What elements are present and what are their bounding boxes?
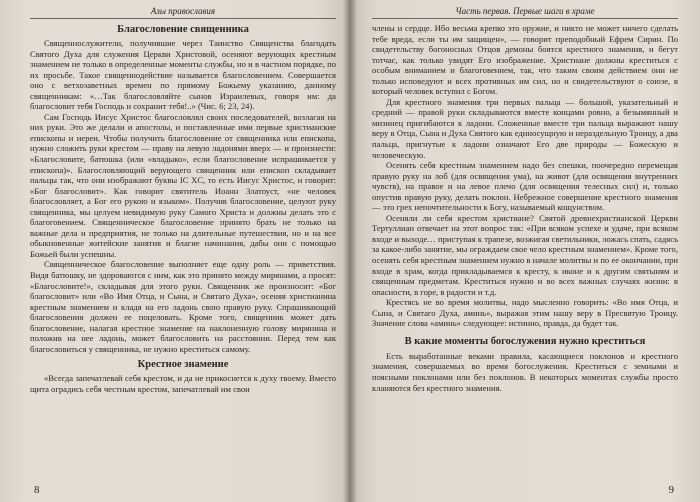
- section-heading-blessing: Благословение священника: [117, 24, 249, 35]
- running-head-left: Азы православия: [30, 6, 336, 19]
- paragraph: Священнослужители, получившие через Таинство Священства благодать Святого Духа для служения Церкви Христовой, осеняют верующих крестным знамением не только в определенные моменты службы, но и в частном порядке, по их просьбе. Такое священнодействие называется благословением. Совершается оно с ветхозаветных времен по прямому Божьему указанию, данному священникам: «…Так благословляйте сынов Израилевых, говоря им: да благословит тебя Господь и сохранит тебя!..» (Чис. 6; 23, 24).: [30, 38, 336, 112]
- paragraph: «Всегда запечатлевай себя крестом, и да не прикоснется к духу твоему. Вместо щита оградись себя честным крестом, запечатлевай им свои: [30, 373, 336, 394]
- paragraph: Крестясь не во время молитвы, надо мысленно говорить: «Во имя Отца, и Сына, и Святаго Духа, аминь», выражая этим нашу веру в Пресвятую Троицу. Значение слова «аминь» следующее: истинно, правда, да будет так.: [372, 297, 678, 329]
- paragraph: Сам Господь Иисус Христос благословлял своих последователей, возлагая на них руки. Это же делали и апостолы, и поставленные ими первые христианские епископы и иереи. Чтобы получить благословение от священника или епископа, нужно сложить руки крестом — праву на левую ладонями вверх — и произнести: «Благословите, батюшка (или «владыко», если благословение испрашивается у епископа)». Благословляющий верующего священник или епископ складывает пальцы так, что они изображают буквы IC XC, то есть Иисус Христос, и говорит: «Бог благословит». Как говорит святитель Иоанн Златоуст, «не человек благословляет, а Бог его рукою и языком». Получив благословение, целуют руку священника, мы целуем невидимую руку Самого Христа и должны делать это с благоговением. Священническое благословение принято брать не только на важные дела и предприятия, не только на длительные путешествия, но и на все обыкновенные житейские занятия и благие начинания, дабы они с помощью Божьей были успешны.: [30, 111, 336, 259]
- paragraph: Для крестного знамения три первых пальца — большой, указательный и средний — правой руки складываются вместе концами ровно, а безымянный и мизинец пригибаются к ладони. Сложенные вместе три пальца выражают нашу веру в Отца, Сына и Духа Святого как единосущную и нераздельную Троицу, а два пальца, пригнутые к ладони означают Его две природы — Божескую и человеческую.: [372, 96, 678, 160]
- paragraph: Есть выработанные веками правила, касающиеся поклонов и крестного знамения, совершаемых во время богослужения. Креститься с земными и поясными поклонами или без поклонов. В некоторых моментах службы просто кланяются без крестного знамения.: [372, 350, 678, 393]
- running-head-right: Часть первая. Первые шаги в храме: [372, 6, 678, 19]
- right-page: [350, 0, 700, 502]
- paragraph: члены и сердце. Ибо весьма крепко это оружие, и никто не может ничего сделать тебе вреда, если ты им защищен», — говорит преподобный Ефрем Сирин. По свидетельству богоносных Отцов демоны боятся крестного знамения, и бегут тотчас, как только увидят Его изображение. Христиане должны креститься с особым вниманием и благоговением, так, что таким своим действием они не только исповедуют и всех противных им сил, но и свидетельствуют о союзе, в который человек вступил с Богом.: [372, 23, 678, 97]
- paragraph: Священническое благословение выполняет еще одну роль — приветствия. Видя батюшку, не здороваются с ним, как это принято между мирянами, а просят: «Благословите!», складывая для этого руки. Священник же произносит: «Бог благословит» или «Во Имя Отца, и Сына, и Святаго Духа», осеняя христианина крестным знамением и кладя на его ладонь свою правую руку. Спрашивающий благословения должен ее поцеловать. Кроме того, священник может дать благословение, налагая крестное знамение на наклоненную голову мирянина и положив на нее ладонь, может благословить на расстоянии. Перед тем как благословиться у священника, не нужно креститься самому.: [30, 259, 336, 354]
- paragraph: Осенять себя крестным знамением надо без спешки, поочередно перемещая правую руку на лоб (для освящения ума), на живот (для освящения внутренних чувств), на правое и на левое плечо (для освящения телесных сил) и, только опустив правую руку, делать поклон. Небрежное совершение крестного знамения — это грех непочтительности к Богу, называемый кощунством.: [372, 160, 678, 213]
- section-heading-sign-of-cross: Крестное знамение: [137, 359, 229, 371]
- paragraph: Осеняли ли себя крестом христиане? Святой древнехристианской Церкви Тертуллиан отвечает на этот вопрос так: «При всяком успехе и удаче, при всяком входе и выходе… приступая к трапезе, возжигая светильники, ложась спать, садясь за какое-либо занятие, мы ограждаем свое чело крестным знамением». Кроме того, осенять себя крестным знамением нужно в начале молитвы и по ее окончании, при входе в храм, когда прикладываемся к кресту, к иконе и к другим святыням и священным предметам. Креститься нужно и во всех важных случаях жизни: в опасности, в горе, в радости и т.д.: [372, 212, 678, 297]
- page-number-right: 9: [668, 484, 674, 496]
- page-number-left: 8: [34, 484, 40, 496]
- section-heading-when-to-cross: В какие моменты богослужения нужно креститься: [404, 335, 646, 347]
